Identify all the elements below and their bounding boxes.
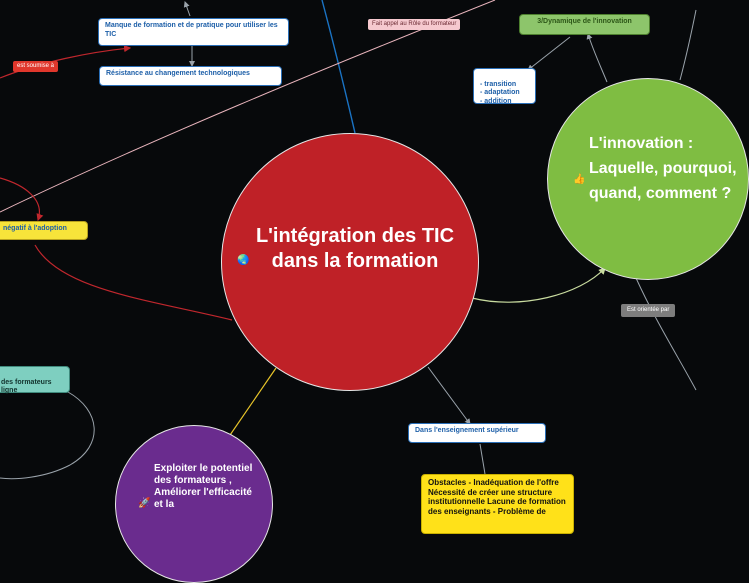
link-formateurs-loop — [0, 392, 94, 479]
innovation-topic-title: L'innovation : Laquelle, pourquoi, quand, comment ? — [589, 135, 737, 202]
link-central-left-red — [35, 245, 232, 320]
link-innovation-orientee — [636, 278, 696, 390]
appel-role-tag[interactable] — [368, 19, 460, 30]
enseignement-superieur-text: Dans l'enseignement supérieur — [415, 427, 519, 434]
manque-formation-box[interactable] — [98, 18, 289, 46]
negatif-adoption-text: négatif à l'adoption — [3, 225, 67, 232]
potential-topic-node[interactable] — [115, 425, 273, 583]
central-topic-title: L'intégration des TIC dans la formation — [255, 225, 455, 272]
innovation-topic-node[interactable] — [547, 78, 749, 280]
potential-topic-title: Exploiter le potentiel des formateurs , Améliorer l'efficacité et la — [154, 463, 253, 510]
obstacles-text: Obstacles - Inadéquation de l'offre Nécessité de créer une structure institutionnelle Lacune de formation des enseignants - Problème de — [428, 478, 566, 516]
orientee-text: Est orientée par — [627, 307, 670, 313]
soumise-tag[interactable] — [13, 61, 58, 72]
dynamique-innovation-box[interactable] — [519, 14, 650, 35]
link-dynamique-transition — [528, 37, 570, 70]
thumbs-up-icon: 👍 — [573, 174, 586, 185]
link-central-innovation — [472, 268, 605, 302]
appel-role-text: Fait appel au Rôle du formateur — [372, 21, 457, 27]
link-innovation-dynamique — [588, 34, 607, 82]
globe-icon: 🌏 — [237, 255, 250, 266]
obstacles-box[interactable] — [421, 474, 574, 534]
transition-text: - transition - adaptation - addition — [480, 80, 520, 105]
link-enseignement-obstacles — [480, 444, 485, 474]
central-topic-node[interactable] — [221, 133, 479, 391]
resistance-changement-box[interactable] — [99, 66, 282, 86]
orientee-tag[interactable] — [621, 304, 675, 317]
enseignement-superieur-box[interactable] — [408, 423, 546, 443]
link-central-potential — [228, 368, 276, 438]
rocket-icon: 🚀 — [138, 498, 151, 509]
resistance-changement-text: Résistance au changement technologiques — [106, 70, 250, 77]
formateurs-ligne-text: des formateurs ligne — [1, 378, 52, 394]
manque-formation-text: Manque de formation et de pratique pour utiliser les TIC — [105, 22, 278, 38]
link-central-top-blue — [322, 0, 355, 133]
link-manque-top — [185, 2, 190, 16]
link-central-enseignement — [428, 367, 470, 424]
link-red-curve-left — [0, 178, 39, 220]
link-innovation-top-right — [680, 10, 696, 80]
formateurs-ligne-box[interactable] — [0, 366, 70, 393]
transition-box[interactable] — [473, 68, 536, 104]
negatif-adoption-box[interactable] — [0, 221, 88, 240]
soumise-text: est soumise à — [17, 63, 55, 69]
dynamique-innovation-text: 3/Dynamique de l'innovation — [537, 18, 632, 25]
